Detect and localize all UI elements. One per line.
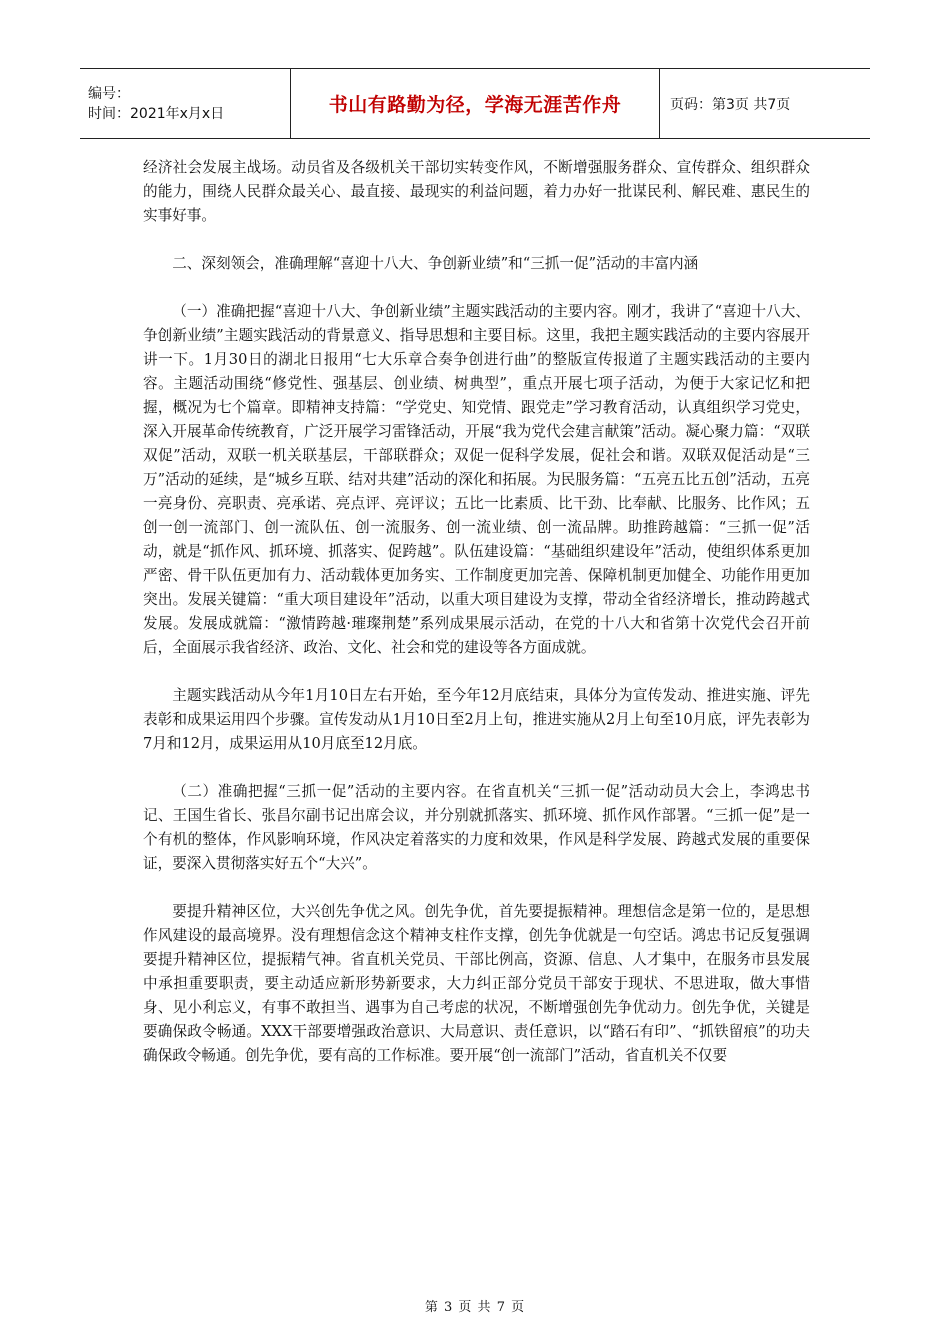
document-body (143, 156, 810, 1092)
document-date: 时间：2021年x月x日 (88, 105, 225, 122)
document-number-label: 编号： (88, 85, 130, 102)
section-heading: 二、深刻领会，准确理解“喜迎十八大、争创新业绩”和“三抓一促”活动的丰富内涵 (172, 255, 699, 272)
body-paragraph: （一）准确把握“喜迎十八大、争创新业绩”主题实践活动的主要内容。刚才，我讲了“喜迎十八大、争创新业绩”主题实践活动的背景意义、指导思想和主要目标。这里，我把主题实践活动的主要内容展开讲一下。1月30日的湖北日报用“七大乐章合奏争创进行曲”的整版宣传报道了主题实践活动的主要内容。主题活动围绕“修党性、强基层、创业绩、树典型”，重点开展七项子活动，为便于大家记忆和把握，概况为七个篇章。即精神支持篇：“学党史、知党情、跟党走”学习教育活动，认真组织学习党史，深入开展革命传统教育，广泛开展学习雷锋活动，开展“我为党代会建言献策”活动。凝心聚力篇：“双联双促”活动，双联一机关联基层，干部联群众；双促一促科学发展，促社会和谐。双联双促活动是“三万”活动的延续，是“城乡互联、结对共建”活动的深化和拓展。为民服务篇：“五亮五比五创”活动，五亮一亮身份、亮职责、亮承诺、亮点评、亮评议；五比一比素质、比干劲、比奉献、比服务、比作风；五创一创一流部门、创一流队伍、创一流服务、创一流业绩、创一流品牌。助推跨越篇：“三抓一促”活动，就是“抓作风、抓环境、抓落实、促跨越”。队伍建设篇：“基础组织建设年”活动，使组织体系更加严密、骨干队伍更加有力、活动载体更加务实、工作制度更加完善、保障机制更加健全、功能作用更加突出。发展关键篇：“重大项目建设年”活动，以重大项目建设为支撑，带动全省经济增长，推动跨越式发展。发展成就篇：“激情跨越·璀璨荆楚”系列成果展示活动，在党的十八大和省第十次党代会召开前后，全面展示我省经济、政治、文化、社会和党的建设等各方面成就。 (143, 303, 810, 656)
body-paragraph: （二）准确把握“三抓一促”活动的主要内容。在省直机关“三抓一促”活动动员大会上，李鸿忠书记、王国生省长、张昌尔副书记出席会议，并分别就抓落实、抓环境、抓作风作部署。“三抓一促”是一个有机的整体，作风影响环境，作风决定着落实的力度和效果，作风是科学发展、跨越式发展的重要保证，要深入贯彻落实好五个“大兴”。 (143, 783, 810, 872)
page-footer: 第 3 页 共 7 页 (424, 1300, 526, 1315)
header-page-info: 页码：第3页 共7页 (670, 96, 791, 113)
body-paragraph: 主题实践活动从今年1月10日左右开始，至今年12月底结束，具体分为宣传发动、推进实施、评先表彰和成果运用四个步骤。宣传发动从1月10日至2月上旬，推进实施从2月上旬至10月底，评先表彰为7月和12月，成果运用从10月底至12月底。 (143, 687, 810, 752)
page-header (80, 68, 870, 139)
body-paragraph: 经济社会发展主战场。动员省及各级机关干部切实转变作风，不断增强服务群众、宣传群众、组织群众的能力，围绕人民群众最关心、最直接、最现实的利益问题，着力办好一批谋民利、解民难、惠民生的实事好事。 (143, 159, 810, 224)
body-paragraph: 要提升精神区位，大兴创先争优之风。创先争优，首先要提振精神。理想信念是第一位的，是思想作风建设的最高境界。没有理想信念这个精神支柱作支撑，创先争优就是一句空话。鸿忠书记反复强调要提升精神区位，提振精气神。省直机关党员、干部比例高，资源、信息、人才集中，在服务市县发展中承担重要职责，要主动适应新形势新要求，大力纠正部分党员干部安于现状、不思进取，做大事惜身、见小利忘义，有事不敢担当、遇事为自己考虑的状况，不断增强创先争优动力。创先争优，关键是要确保政令畅通。XXX干部要增强政治意识、大局意识、责任意识，以“踏石有印”、“抓铁留痕”的功夫确保政令畅通。创先争优，要有高的工作标准。要开展“创一流部门”活动，省直机关不仅要 (143, 903, 810, 1064)
header-meta (80, 69, 291, 138)
header-motto: 书山有路勤为径，学海无涯苦作舟 (291, 69, 660, 138)
